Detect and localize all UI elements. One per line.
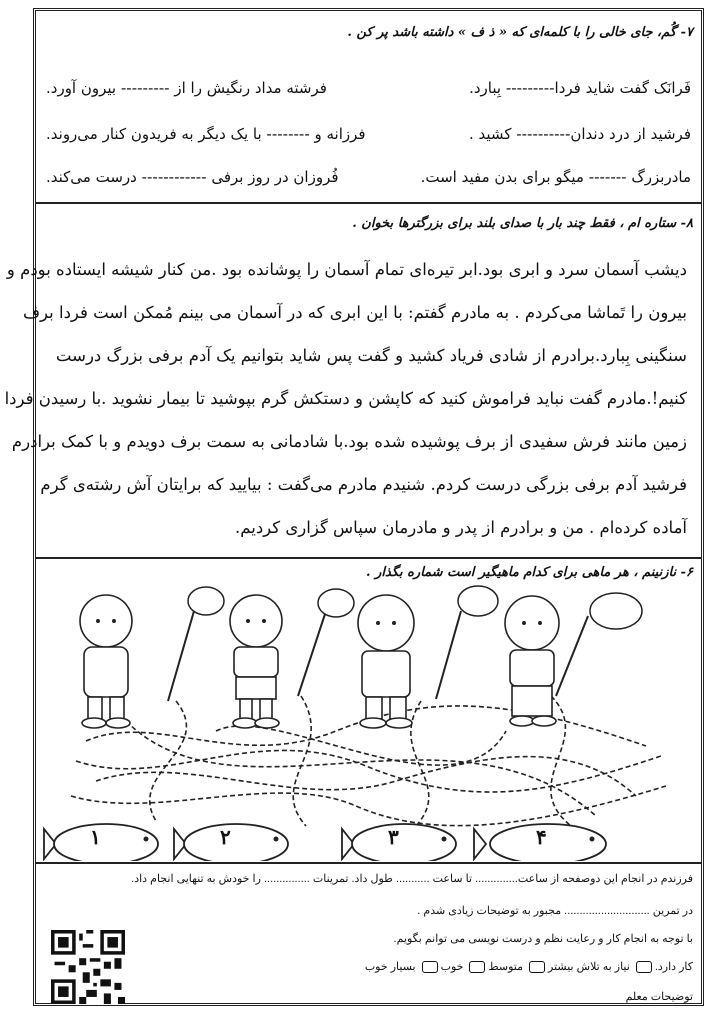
reading-line: بیرون را تَماشا می‌کردم . به مادرم گفتم: با این ابری که در آسمان می بینم مُمکن است فردا برف xyxy=(22,303,687,322)
parent-note-explanations: در تمرین ............................ مجبور به توضیحات زیادی شدم . xyxy=(417,905,693,917)
rating-label: نیاز به تلاش بیشتر xyxy=(548,961,630,973)
reading-line: کنیم!.مادرم گفت نباید فراموش کنید که کاپشن و دستکش گرم بپوشید تا بیمار نشوید .با رسیدن فردا xyxy=(4,389,687,408)
question-8-heading: ۸- ستاره ام ، فقط چند بار با صدای بلند برای بزرگترها بخوان . xyxy=(352,216,693,231)
parent-notes xyxy=(36,864,701,1006)
fish-number-3: ۳ xyxy=(388,825,399,849)
fish-number-4: ۴ xyxy=(536,825,547,849)
rating-label: کار دارد. xyxy=(654,961,693,973)
fill-blank-sentence: فرشید از درد دندان---------- کشید . xyxy=(469,125,691,143)
fill-blank-row-3 xyxy=(46,168,691,186)
rating-very-good[interactable] xyxy=(365,960,416,973)
checkbox[interactable] xyxy=(636,961,652,973)
fill-blank-sentence: مادربزرگ ------- میگو برای بدن مفید است. xyxy=(420,168,691,186)
fish-number-2: ۲ xyxy=(220,825,231,849)
question-7-heading: ۷- گُم، جای خالی را با کلمه‌ای که « ذ ف » داشته باشد پر کن . xyxy=(347,25,693,40)
parent-note-evaluation: با توجه به انجام کار و رعایت نظم و درست نویسی می توانم بگویم. xyxy=(393,933,693,945)
checkbox[interactable] xyxy=(422,961,438,973)
question-6 xyxy=(36,559,701,864)
rating-label: بسیار خوب xyxy=(364,961,416,973)
rating-label: خوب xyxy=(440,961,464,973)
fill-blank-sentence: فَرانَک گفت شاید فردا--------- بِبارد. xyxy=(469,79,691,97)
worksheet-page xyxy=(4,8,704,1006)
checkbox[interactable] xyxy=(529,961,545,973)
fill-blank-row-1 xyxy=(46,79,691,97)
question-6-heading: ۶- نازنینم ، هر ماهی برای کدام ماهیگیر است شماره بگذار . xyxy=(366,565,693,580)
reading-line: دیشب آسمان سرد و ابری بود.ابر تیره‌ای تمام آسمان را پوشانده بود .من کنار شیشه ایستاده بودم و xyxy=(6,260,687,279)
qr-code xyxy=(50,930,126,1004)
rating-options xyxy=(365,960,693,973)
fishing-maze-illustration xyxy=(36,581,701,861)
checkbox[interactable] xyxy=(469,961,485,973)
question-7 xyxy=(36,11,701,204)
fill-blank-sentence: فُروزان در روز برفی ------------ درست می‌کند. xyxy=(46,168,339,186)
reading-line: آماده کرده‌ام . من و برادرم از پدر و مادرمان سپاس گزاری کردیم. xyxy=(235,518,687,537)
reading-line: سنگینی بِبارد.برادرم از شادی فریاد کشید و گفت پس شاید بتوانیم یک آدم برفی بزرگ درست xyxy=(55,346,687,365)
fish-number-1: ۱ xyxy=(90,825,101,849)
rating-needs-work[interactable] xyxy=(636,960,693,973)
parent-note-time: فرزندم در انجام این دوصفحه از ساعت.............. تا ساعت ........... طول داد. تمرینات ............... را خودش به تنهایی انجام داد. xyxy=(131,873,693,885)
rating-label: متوسط xyxy=(488,961,523,973)
rating-needs-effort[interactable] xyxy=(529,960,630,973)
teacher-notes-label: توضیحات معلم xyxy=(625,991,693,1003)
fill-blank-sentence: فرزانه و -------- با یک دیگر به فریدون کنار می‌روند. xyxy=(46,125,366,143)
fill-blank-row-2 xyxy=(46,125,691,143)
reading-line: زمین مانند فرش سفیدی از برف پوشیده شده بود.با شادمانی به سمت برف دویدم و با کمک برادرم xyxy=(11,432,687,451)
question-8 xyxy=(4,204,701,559)
rating-good[interactable] xyxy=(422,960,464,973)
reading-line: فرشید آدم برفی بزرگی درست کردم. شنیدم مادرم می‌گفت : بیایید که برایتان آش رشته‌ی گرم xyxy=(40,475,687,494)
fill-blank-sentence: فرشته مداد رنگیش را از --------- بیرون آورد. xyxy=(46,79,327,97)
rating-average[interactable] xyxy=(469,960,523,973)
